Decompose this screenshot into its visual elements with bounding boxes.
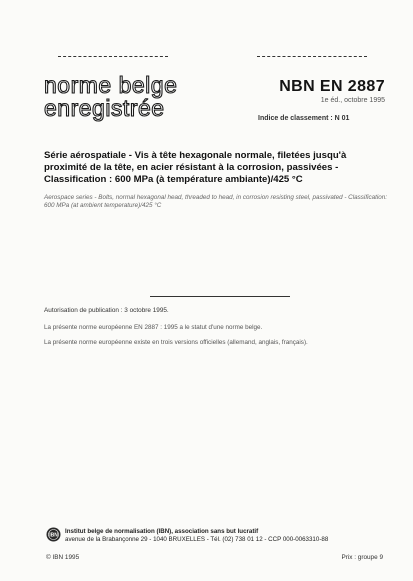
top-divider [58, 56, 168, 57]
svg-text:IBN: IBN [49, 532, 58, 539]
masthead [44, 74, 177, 120]
reference-block [279, 78, 385, 104]
publication-info [44, 307, 389, 347]
masthead-line: norme belge [44, 72, 178, 98]
versions-paragraph: La présente norme européenne existe en trois versions officielles (allemand, anglais, français). [44, 339, 308, 346]
standard-number: NBN EN 2887 [279, 78, 385, 95]
document-title-en: Aerospace series - Bolts, normal hexagonal head, threaded to head, in corrosion resisting steel, passivated - Classification: 600 MPa (at ambient temperature)/425 °C [44, 194, 388, 209]
document-title-fr: Série aérospatiale - Vis à tête hexagonale normale, filetées jusqu'à proximité de la tête, en acier résistant à la corrosion, passivées - Classification : 600 MPa (à température ambiante)/425 °C [44, 150, 347, 185]
top-divider [257, 56, 367, 57]
publisher-address: avenue de la Brabançonne 29 - 1040 BRUXELLES - Tél. (02) 738 01 12 - CCP 000-0063310-88 [65, 535, 329, 543]
price-group: Prix : groupe 9 [341, 554, 383, 561]
masthead-line: enregistrée [44, 95, 165, 121]
body-divider [150, 296, 290, 297]
publisher-name: Institut belge de normalisation (IBN), association sans but lucratif [65, 528, 259, 535]
copyright-notice: © IBN 1995 [46, 554, 80, 561]
classification-index: Indice de classement : N 01 [258, 115, 350, 122]
status-paragraph: La présente norme européenne EN 2887 : 1995 a le statut d'une norme belge. [44, 324, 263, 331]
edition-date: 1e éd., octobre 1995 [320, 97, 385, 104]
publisher-info [65, 528, 328, 544]
authorization-date: Autorisation de publication : 3 octobre 1995. [44, 307, 169, 314]
ibn-logo [46, 527, 61, 542]
